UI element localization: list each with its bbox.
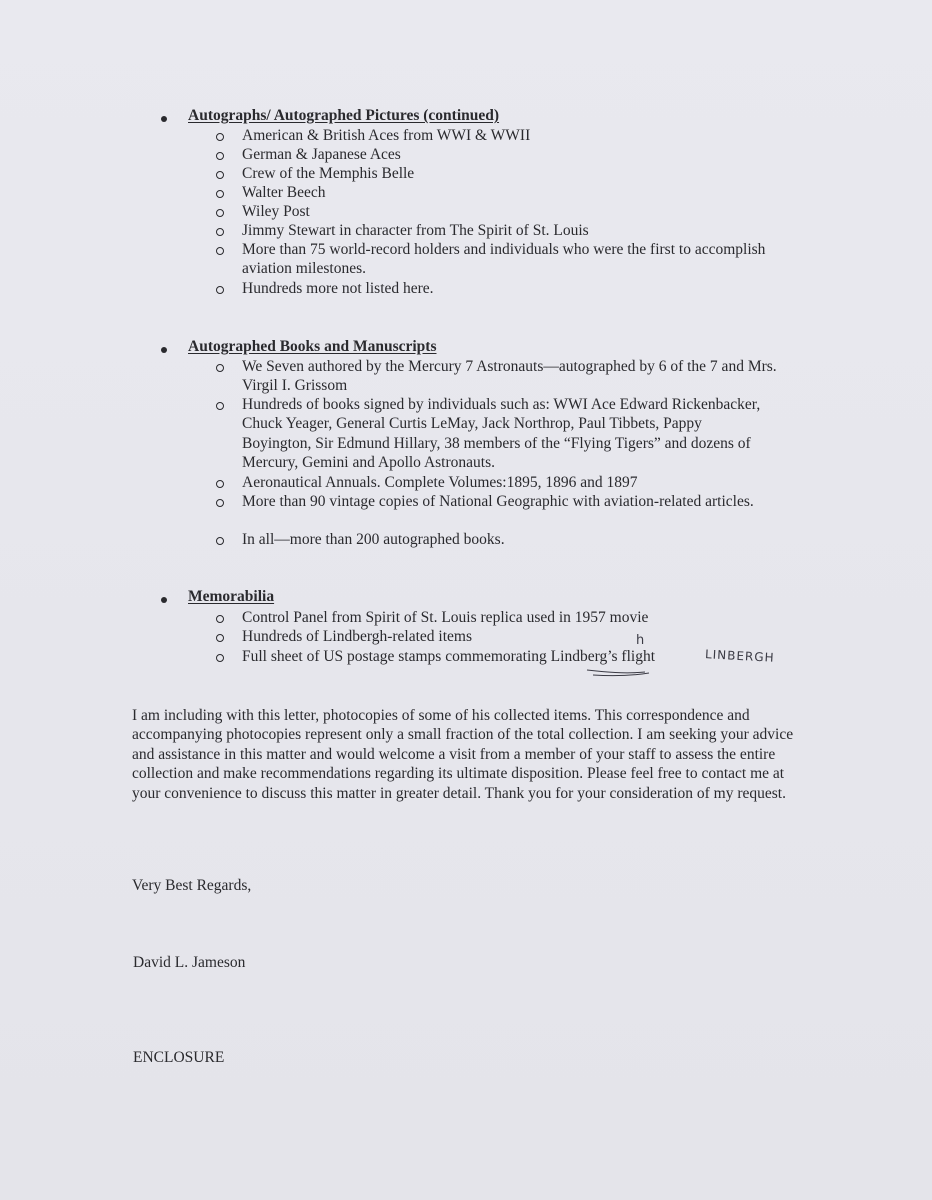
section-heading: Memorabilia xyxy=(188,588,275,605)
section-bullet xyxy=(161,116,167,122)
section-bullet xyxy=(161,347,167,353)
handwritten-margin-note: LINBERGH xyxy=(704,647,776,665)
letter-page: Autographs/ Autographed Pictures (continued) American & British Aces from WWI & WWII German & Japanese Aces Crew of the Memphis Belle Walter Beech Wiley Post Jimmy Stewart in character from The Spirit of St. Louis More than 75 world-record holders and individuals who were the first to accomplish aviation milestones. Hundreds more not listed here. Autographed Books and Manuscripts We Seven authored by the Mercury 7 Astronauts—autographed by 6 of the 7 and Mrs. Virgil I. Grissom Hundreds of books signed by individuals such as: WWI Ace Edward Rickenbacker, Chuck Yeager, General Curtis LeMay, Jack Northrop, Paul Tibbets, Pappy Boyington, Sir Edmund Hillary, 38 members of the “Flying Tigers” and dozens of Mercury, Gemini and Apollo Astronauts. Aeronautical Annuals. Complete Volumes:1895, 1896 and 1897 More than 90 vintage copies of National Geographic with aviation-related articles. In all—more than 200 autographed books. Memorabilia Control Panel from Spirit of St. Louis replica used in 1957 movie Hundreds of Lindbergh-related items Full sheet of US postage stamps commemorating Lindberg’s flight h LINBERGH I am including with this letter, photocopies of some of his collected items. This correspondence and accompanying photocopies represent only a small fraction of the total collection. I am seeking your advice and assistance in this matter and would welcome a visit from a member of your staff to assess the entire collection and make recommendations regarding its ultimate disposition. Please feel free to contact me at your convenience to discuss this matter in greater detail. Thank you for your consideration of my request. Very Best Regards, David L. Jameson ENCLOSURE xyxy=(0,0,932,1200)
section-heading: Autographed Books and Manuscripts xyxy=(188,338,437,355)
signature-name: David L. Jameson xyxy=(133,954,246,971)
section-bullet xyxy=(161,597,167,603)
enclosure-label: ENCLOSURE xyxy=(133,1049,225,1066)
body-paragraph: I am including with this letter, photocopies of some of his collected items. This correspondence and accompanying photocopies represent only a small fraction of the total collection. I am seeking your advice and assistance in this matter and would welcome a visit from a member of your staff to assess the entire collection and make recommendations regarding its ultimate disposition. Please feel free to contact me at your convenience to discuss this matter in greater detail. Thank you for your consideration of my request. xyxy=(132,707,794,802)
closing: Very Best Regards, xyxy=(132,877,252,894)
handwritten-insert: h xyxy=(636,633,645,648)
section-heading: Autographs/ Autographed Pictures (continued) xyxy=(188,107,500,124)
handwritten-underline xyxy=(585,666,655,678)
